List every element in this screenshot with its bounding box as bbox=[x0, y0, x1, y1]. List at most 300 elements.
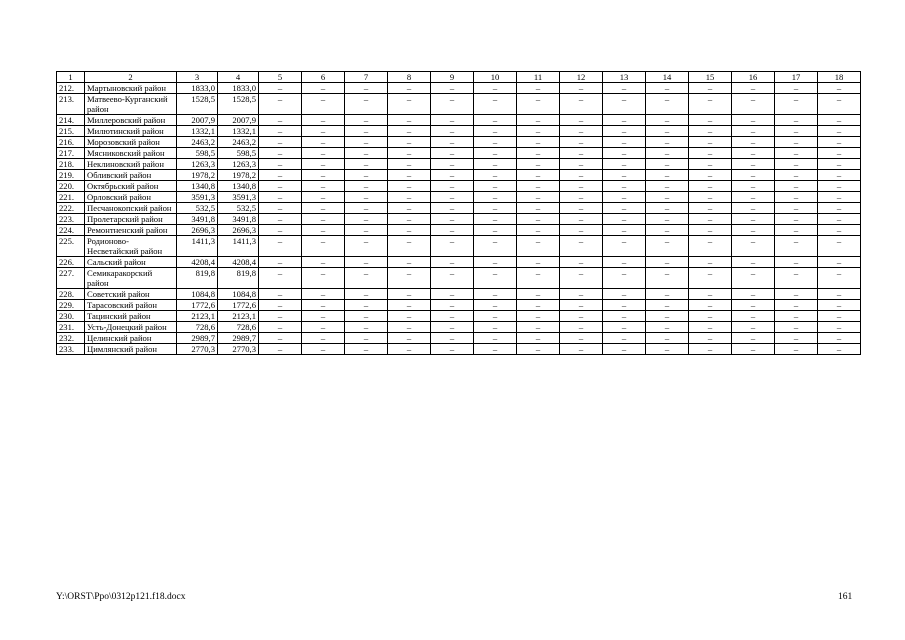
empty-value-dash: – bbox=[732, 126, 775, 137]
value-col-3: 728,6 bbox=[177, 322, 218, 333]
district-name: Тарасовский район bbox=[85, 300, 177, 311]
table-row bbox=[57, 83, 861, 94]
empty-value-dash: – bbox=[474, 311, 517, 322]
empty-value-dash: – bbox=[345, 214, 388, 225]
empty-value-dash: – bbox=[560, 268, 603, 289]
empty-value-dash: – bbox=[431, 300, 474, 311]
empty-value-dash: – bbox=[345, 289, 388, 300]
empty-value-dash: – bbox=[732, 203, 775, 214]
empty-value-dash: – bbox=[259, 94, 302, 115]
empty-value-dash: – bbox=[560, 236, 603, 257]
empty-value-dash: – bbox=[302, 170, 345, 181]
empty-value-dash: – bbox=[818, 126, 861, 137]
empty-value-dash: – bbox=[732, 137, 775, 148]
empty-value-dash: – bbox=[474, 214, 517, 225]
empty-value-dash: – bbox=[646, 225, 689, 236]
empty-value-dash: – bbox=[732, 115, 775, 126]
district-name: Матвеево-Курганский район bbox=[85, 94, 177, 115]
empty-value-dash: – bbox=[775, 311, 818, 322]
empty-value-dash: – bbox=[732, 159, 775, 170]
empty-value-dash: – bbox=[560, 115, 603, 126]
empty-value-dash: – bbox=[689, 236, 732, 257]
empty-value-dash: – bbox=[646, 148, 689, 159]
empty-value-dash: – bbox=[431, 148, 474, 159]
value-col-3: 1772,6 bbox=[177, 300, 218, 311]
empty-value-dash: – bbox=[689, 257, 732, 268]
value-col-4: 1833,0 bbox=[218, 83, 259, 94]
empty-value-dash: – bbox=[603, 344, 646, 355]
empty-value-dash: – bbox=[302, 225, 345, 236]
empty-value-dash: – bbox=[517, 236, 560, 257]
empty-value-dash: – bbox=[646, 137, 689, 148]
row-number: 213. bbox=[57, 94, 85, 115]
empty-value-dash: – bbox=[517, 300, 560, 311]
empty-value-dash: – bbox=[302, 126, 345, 137]
column-header: 14 bbox=[646, 72, 689, 83]
value-col-3: 819,8 bbox=[177, 268, 218, 289]
district-name: Родионово-Несветайский район bbox=[85, 236, 177, 257]
empty-value-dash: – bbox=[474, 83, 517, 94]
column-header: 3 bbox=[177, 72, 218, 83]
empty-value-dash: – bbox=[345, 170, 388, 181]
row-number: 233. bbox=[57, 344, 85, 355]
empty-value-dash: – bbox=[689, 203, 732, 214]
empty-value-dash: – bbox=[517, 192, 560, 203]
empty-value-dash: – bbox=[818, 115, 861, 126]
column-header: 6 bbox=[302, 72, 345, 83]
empty-value-dash: – bbox=[775, 257, 818, 268]
empty-value-dash: – bbox=[474, 203, 517, 214]
empty-value-dash: – bbox=[603, 225, 646, 236]
empty-value-dash: – bbox=[474, 225, 517, 236]
empty-value-dash: – bbox=[732, 94, 775, 115]
empty-value-dash: – bbox=[603, 170, 646, 181]
empty-value-dash: – bbox=[345, 333, 388, 344]
empty-value-dash: – bbox=[517, 181, 560, 192]
value-col-3: 1833,0 bbox=[177, 83, 218, 94]
empty-value-dash: – bbox=[818, 159, 861, 170]
empty-value-dash: – bbox=[560, 257, 603, 268]
value-col-3: 3491,8 bbox=[177, 214, 218, 225]
empty-value-dash: – bbox=[345, 236, 388, 257]
empty-value-dash: – bbox=[345, 83, 388, 94]
value-col-4: 2007,9 bbox=[218, 115, 259, 126]
empty-value-dash: – bbox=[431, 126, 474, 137]
district-name: Тацинский район bbox=[85, 311, 177, 322]
empty-value-dash: – bbox=[775, 148, 818, 159]
row-number: 232. bbox=[57, 333, 85, 344]
empty-value-dash: – bbox=[732, 170, 775, 181]
empty-value-dash: – bbox=[689, 300, 732, 311]
empty-value-dash: – bbox=[345, 300, 388, 311]
empty-value-dash: – bbox=[474, 257, 517, 268]
empty-value-dash: – bbox=[259, 300, 302, 311]
empty-value-dash: – bbox=[689, 115, 732, 126]
empty-value-dash: – bbox=[474, 344, 517, 355]
empty-value-dash: – bbox=[560, 300, 603, 311]
empty-value-dash: – bbox=[474, 289, 517, 300]
empty-value-dash: – bbox=[646, 214, 689, 225]
empty-value-dash: – bbox=[646, 322, 689, 333]
row-number: 229. bbox=[57, 300, 85, 311]
empty-value-dash: – bbox=[431, 83, 474, 94]
empty-value-dash: – bbox=[431, 289, 474, 300]
row-number: 231. bbox=[57, 322, 85, 333]
empty-value-dash: – bbox=[302, 203, 345, 214]
empty-value-dash: – bbox=[474, 170, 517, 181]
empty-value-dash: – bbox=[646, 126, 689, 137]
row-number: 212. bbox=[57, 83, 85, 94]
column-header: 11 bbox=[517, 72, 560, 83]
empty-value-dash: – bbox=[775, 192, 818, 203]
empty-value-dash: – bbox=[388, 311, 431, 322]
empty-value-dash: – bbox=[646, 300, 689, 311]
value-col-3: 2463,2 bbox=[177, 137, 218, 148]
empty-value-dash: – bbox=[259, 268, 302, 289]
district-name: Целинский район bbox=[85, 333, 177, 344]
empty-value-dash: – bbox=[345, 148, 388, 159]
empty-value-dash: – bbox=[818, 192, 861, 203]
empty-value-dash: – bbox=[259, 83, 302, 94]
empty-value-dash: – bbox=[603, 322, 646, 333]
empty-value-dash: – bbox=[259, 214, 302, 225]
table-row bbox=[57, 192, 861, 203]
empty-value-dash: – bbox=[775, 94, 818, 115]
empty-value-dash: – bbox=[388, 148, 431, 159]
empty-value-dash: – bbox=[259, 236, 302, 257]
value-col-3: 4208,4 bbox=[177, 257, 218, 268]
empty-value-dash: – bbox=[732, 300, 775, 311]
district-name: Мясниковский район bbox=[85, 148, 177, 159]
empty-value-dash: – bbox=[302, 300, 345, 311]
table-row bbox=[57, 126, 861, 137]
empty-value-dash: – bbox=[732, 148, 775, 159]
empty-value-dash: – bbox=[603, 126, 646, 137]
empty-value-dash: – bbox=[603, 181, 646, 192]
page-number: 161 bbox=[838, 592, 853, 602]
empty-value-dash: – bbox=[474, 148, 517, 159]
empty-value-dash: – bbox=[431, 344, 474, 355]
empty-value-dash: – bbox=[517, 344, 560, 355]
column-header: 15 bbox=[689, 72, 732, 83]
empty-value-dash: – bbox=[646, 344, 689, 355]
value-col-3: 1332,1 bbox=[177, 126, 218, 137]
empty-value-dash: – bbox=[560, 225, 603, 236]
table-row bbox=[57, 115, 861, 126]
empty-value-dash: – bbox=[689, 289, 732, 300]
empty-value-dash: – bbox=[775, 344, 818, 355]
empty-value-dash: – bbox=[818, 289, 861, 300]
empty-value-dash: – bbox=[775, 268, 818, 289]
empty-value-dash: – bbox=[517, 257, 560, 268]
value-col-3: 598,5 bbox=[177, 148, 218, 159]
empty-value-dash: – bbox=[689, 192, 732, 203]
empty-value-dash: – bbox=[302, 159, 345, 170]
value-col-4: 2123,1 bbox=[218, 311, 259, 322]
empty-value-dash: – bbox=[560, 333, 603, 344]
empty-value-dash: – bbox=[474, 333, 517, 344]
empty-value-dash: – bbox=[345, 203, 388, 214]
empty-value-dash: – bbox=[646, 181, 689, 192]
empty-value-dash: – bbox=[560, 148, 603, 159]
value-col-3: 2770,3 bbox=[177, 344, 218, 355]
empty-value-dash: – bbox=[689, 268, 732, 289]
column-header: 1 bbox=[57, 72, 85, 83]
row-number: 214. bbox=[57, 115, 85, 126]
empty-value-dash: – bbox=[732, 83, 775, 94]
empty-value-dash: – bbox=[431, 170, 474, 181]
empty-value-dash: – bbox=[732, 181, 775, 192]
empty-value-dash: – bbox=[775, 225, 818, 236]
empty-value-dash: – bbox=[345, 159, 388, 170]
empty-value-dash: – bbox=[818, 333, 861, 344]
empty-value-dash: – bbox=[732, 344, 775, 355]
empty-value-dash: – bbox=[603, 159, 646, 170]
empty-value-dash: – bbox=[603, 311, 646, 322]
empty-value-dash: – bbox=[302, 311, 345, 322]
district-name: Усть-Донецкий район bbox=[85, 322, 177, 333]
empty-value-dash: – bbox=[818, 83, 861, 94]
empty-value-dash: – bbox=[818, 225, 861, 236]
empty-value-dash: – bbox=[517, 148, 560, 159]
empty-value-dash: – bbox=[517, 311, 560, 322]
table-body bbox=[57, 83, 861, 355]
table-row bbox=[57, 159, 861, 170]
empty-value-dash: – bbox=[517, 137, 560, 148]
empty-value-dash: – bbox=[431, 311, 474, 322]
empty-value-dash: – bbox=[431, 333, 474, 344]
empty-value-dash: – bbox=[474, 236, 517, 257]
empty-value-dash: – bbox=[302, 322, 345, 333]
empty-value-dash: – bbox=[431, 94, 474, 115]
row-number: 220. bbox=[57, 181, 85, 192]
value-col-4: 1978,2 bbox=[218, 170, 259, 181]
value-col-3: 1340,8 bbox=[177, 181, 218, 192]
empty-value-dash: – bbox=[689, 148, 732, 159]
row-number: 219. bbox=[57, 170, 85, 181]
table-row bbox=[57, 236, 861, 257]
empty-value-dash: – bbox=[517, 115, 560, 126]
empty-value-dash: – bbox=[474, 300, 517, 311]
empty-value-dash: – bbox=[775, 214, 818, 225]
empty-value-dash: – bbox=[474, 159, 517, 170]
empty-value-dash: – bbox=[775, 203, 818, 214]
district-name: Пролетарский район bbox=[85, 214, 177, 225]
empty-value-dash: – bbox=[732, 236, 775, 257]
district-name: Семикаракорский район bbox=[85, 268, 177, 289]
empty-value-dash: – bbox=[732, 192, 775, 203]
value-col-3: 1411,3 bbox=[177, 236, 218, 257]
empty-value-dash: – bbox=[560, 126, 603, 137]
empty-value-dash: – bbox=[560, 214, 603, 225]
empty-value-dash: – bbox=[388, 214, 431, 225]
empty-value-dash: – bbox=[388, 83, 431, 94]
table-row bbox=[57, 300, 861, 311]
empty-value-dash: – bbox=[689, 181, 732, 192]
empty-value-dash: – bbox=[603, 333, 646, 344]
value-col-4: 2989,7 bbox=[218, 333, 259, 344]
empty-value-dash: – bbox=[388, 333, 431, 344]
empty-value-dash: – bbox=[689, 333, 732, 344]
value-col-4: 728,6 bbox=[218, 322, 259, 333]
empty-value-dash: – bbox=[689, 94, 732, 115]
table-row bbox=[57, 268, 861, 289]
empty-value-dash: – bbox=[474, 115, 517, 126]
empty-value-dash: – bbox=[388, 94, 431, 115]
row-number: 216. bbox=[57, 137, 85, 148]
column-header: 16 bbox=[732, 72, 775, 83]
value-col-4: 2696,3 bbox=[218, 225, 259, 236]
empty-value-dash: – bbox=[345, 181, 388, 192]
table-row bbox=[57, 322, 861, 333]
empty-value-dash: – bbox=[560, 311, 603, 322]
empty-value-dash: – bbox=[646, 268, 689, 289]
empty-value-dash: – bbox=[646, 311, 689, 322]
file-path: Y:\ORST\Ppo\0312p121.f18.docx bbox=[56, 592, 186, 602]
column-header: 5 bbox=[259, 72, 302, 83]
value-col-3: 2007,9 bbox=[177, 115, 218, 126]
empty-value-dash: – bbox=[689, 137, 732, 148]
empty-value-dash: – bbox=[689, 344, 732, 355]
column-header: 8 bbox=[388, 72, 431, 83]
empty-value-dash: – bbox=[474, 192, 517, 203]
empty-value-dash: – bbox=[302, 257, 345, 268]
value-col-4: 2770,3 bbox=[218, 344, 259, 355]
empty-value-dash: – bbox=[431, 268, 474, 289]
column-header: 17 bbox=[775, 72, 818, 83]
empty-value-dash: – bbox=[689, 159, 732, 170]
district-name: Октябрьский район bbox=[85, 181, 177, 192]
empty-value-dash: – bbox=[517, 83, 560, 94]
row-number: 223. bbox=[57, 214, 85, 225]
district-name: Песчанокопский район bbox=[85, 203, 177, 214]
value-col-3: 532,5 bbox=[177, 203, 218, 214]
empty-value-dash: – bbox=[302, 181, 345, 192]
empty-value-dash: – bbox=[560, 170, 603, 181]
empty-value-dash: – bbox=[388, 159, 431, 170]
empty-value-dash: – bbox=[388, 126, 431, 137]
empty-value-dash: – bbox=[259, 137, 302, 148]
value-col-3: 1263,3 bbox=[177, 159, 218, 170]
district-name: Милютинский район bbox=[85, 126, 177, 137]
empty-value-dash: – bbox=[818, 311, 861, 322]
district-name: Обливский район bbox=[85, 170, 177, 181]
empty-value-dash: – bbox=[388, 170, 431, 181]
empty-value-dash: – bbox=[259, 170, 302, 181]
empty-value-dash: – bbox=[560, 159, 603, 170]
empty-value-dash: – bbox=[259, 159, 302, 170]
row-number: 225. bbox=[57, 236, 85, 257]
empty-value-dash: – bbox=[302, 148, 345, 159]
column-header: 10 bbox=[474, 72, 517, 83]
empty-value-dash: – bbox=[732, 214, 775, 225]
empty-value-dash: – bbox=[345, 225, 388, 236]
empty-value-dash: – bbox=[259, 115, 302, 126]
empty-value-dash: – bbox=[517, 214, 560, 225]
empty-value-dash: – bbox=[818, 214, 861, 225]
table-row bbox=[57, 311, 861, 322]
empty-value-dash: – bbox=[517, 289, 560, 300]
empty-value-dash: – bbox=[302, 268, 345, 289]
empty-value-dash: – bbox=[474, 322, 517, 333]
empty-value-dash: – bbox=[259, 289, 302, 300]
empty-value-dash: – bbox=[818, 257, 861, 268]
value-col-4: 3591,3 bbox=[218, 192, 259, 203]
row-number: 215. bbox=[57, 126, 85, 137]
empty-value-dash: – bbox=[517, 322, 560, 333]
empty-value-dash: – bbox=[689, 126, 732, 137]
empty-value-dash: – bbox=[388, 300, 431, 311]
row-number: 218. bbox=[57, 159, 85, 170]
empty-value-dash: – bbox=[517, 170, 560, 181]
empty-value-dash: – bbox=[474, 126, 517, 137]
empty-value-dash: – bbox=[775, 159, 818, 170]
empty-value-dash: – bbox=[603, 137, 646, 148]
empty-value-dash: – bbox=[388, 192, 431, 203]
empty-value-dash: – bbox=[646, 333, 689, 344]
row-number: 226. bbox=[57, 257, 85, 268]
empty-value-dash: – bbox=[345, 311, 388, 322]
empty-value-dash: – bbox=[689, 322, 732, 333]
empty-value-dash: – bbox=[431, 137, 474, 148]
empty-value-dash: – bbox=[732, 333, 775, 344]
empty-value-dash: – bbox=[345, 115, 388, 126]
empty-value-dash: – bbox=[431, 159, 474, 170]
empty-value-dash: – bbox=[388, 225, 431, 236]
column-header: 18 bbox=[818, 72, 861, 83]
empty-value-dash: – bbox=[388, 115, 431, 126]
value-col-4: 1263,3 bbox=[218, 159, 259, 170]
empty-value-dash: – bbox=[431, 236, 474, 257]
table-row bbox=[57, 225, 861, 236]
value-col-4: 4208,4 bbox=[218, 257, 259, 268]
empty-value-dash: – bbox=[259, 311, 302, 322]
empty-value-dash: – bbox=[818, 322, 861, 333]
empty-value-dash: – bbox=[603, 214, 646, 225]
empty-value-dash: – bbox=[775, 115, 818, 126]
empty-value-dash: – bbox=[474, 94, 517, 115]
empty-value-dash: – bbox=[302, 344, 345, 355]
empty-value-dash: – bbox=[689, 225, 732, 236]
empty-value-dash: – bbox=[302, 214, 345, 225]
empty-value-dash: – bbox=[388, 236, 431, 257]
empty-value-dash: – bbox=[259, 192, 302, 203]
empty-value-dash: – bbox=[345, 322, 388, 333]
empty-value-dash: – bbox=[431, 322, 474, 333]
empty-value-dash: – bbox=[775, 181, 818, 192]
empty-value-dash: – bbox=[431, 115, 474, 126]
empty-value-dash: – bbox=[603, 192, 646, 203]
row-number: 217. bbox=[57, 148, 85, 159]
empty-value-dash: – bbox=[732, 289, 775, 300]
empty-value-dash: – bbox=[302, 192, 345, 203]
empty-value-dash: – bbox=[603, 268, 646, 289]
empty-value-dash: – bbox=[345, 137, 388, 148]
column-header: 4 bbox=[218, 72, 259, 83]
empty-value-dash: – bbox=[818, 203, 861, 214]
empty-value-dash: – bbox=[560, 181, 603, 192]
value-col-3: 3591,3 bbox=[177, 192, 218, 203]
value-col-4: 1528,5 bbox=[218, 94, 259, 115]
empty-value-dash: – bbox=[302, 94, 345, 115]
table-row bbox=[57, 214, 861, 225]
empty-value-dash: – bbox=[818, 181, 861, 192]
row-number: 230. bbox=[57, 311, 85, 322]
empty-value-dash: – bbox=[603, 236, 646, 257]
district-name: Советский район bbox=[85, 289, 177, 300]
empty-value-dash: – bbox=[517, 333, 560, 344]
value-col-3: 2123,1 bbox=[177, 311, 218, 322]
